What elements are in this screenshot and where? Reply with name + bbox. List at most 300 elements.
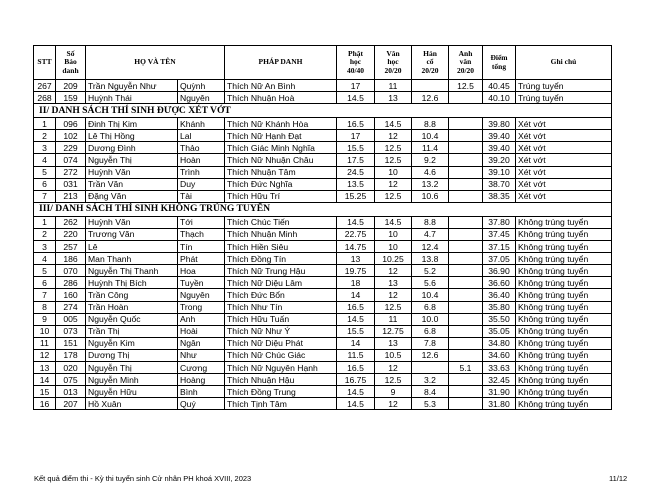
cell-total: 33.63 bbox=[483, 361, 516, 373]
cell-note: Xét vớt bbox=[516, 130, 612, 142]
cell-stt: 6 bbox=[34, 277, 56, 289]
cell-last-name: Dương Đình bbox=[86, 142, 178, 154]
header-sbd: Số Báo danh bbox=[56, 46, 86, 80]
cell-classical-chinese: 7.8 bbox=[412, 337, 449, 349]
cell-literature: 12.5 bbox=[375, 190, 412, 202]
cell-buddhism: 19.75 bbox=[337, 265, 375, 277]
cell-classical-chinese: 12.6 bbox=[412, 349, 449, 361]
cell-stt: 8 bbox=[34, 301, 56, 313]
cell-buddhism: 14 bbox=[337, 337, 375, 349]
cell-last-name: Nguyễn Thị bbox=[86, 361, 178, 373]
cell-note: Không trúng tuyển bbox=[516, 289, 612, 301]
cell-stt: 4 bbox=[34, 253, 56, 265]
cell-sbd: 096 bbox=[56, 118, 86, 130]
cell-first-name: Thạch bbox=[178, 228, 225, 240]
cell-classical-chinese: 4.6 bbox=[412, 166, 449, 178]
cell-literature: 12.5 bbox=[375, 301, 412, 313]
table-row bbox=[34, 337, 612, 349]
cell-english bbox=[449, 301, 483, 313]
table-row bbox=[34, 80, 612, 92]
cell-first-name: Bình bbox=[178, 386, 225, 398]
cell-classical-chinese bbox=[412, 80, 449, 92]
cell-total: 34.60 bbox=[483, 349, 516, 361]
cell-last-name: Đinh Thị Kim bbox=[86, 118, 178, 130]
cell-first-name: Cương bbox=[178, 361, 225, 373]
cell-note: Không trúng tuyển bbox=[516, 325, 612, 337]
table-row bbox=[34, 228, 612, 240]
cell-english bbox=[449, 374, 483, 386]
section-3 bbox=[34, 202, 612, 216]
cell-last-name: Nguyễn Hữu bbox=[86, 386, 178, 398]
cell-buddhism: 15.5 bbox=[337, 325, 375, 337]
cell-sbd: 257 bbox=[56, 241, 86, 253]
cell-dharma-name: Thích Tịnh Tâm bbox=[225, 398, 337, 410]
cell-literature: 10 bbox=[375, 166, 412, 178]
cell-first-name: Hoàn bbox=[178, 154, 225, 166]
cell-literature: 12 bbox=[375, 398, 412, 410]
cell-dharma-name: Thích Nữ Hạnh Đạt bbox=[225, 130, 337, 142]
cell-first-name: Lal bbox=[178, 130, 225, 142]
cell-dharma-name: Thích Nữ Như Ý bbox=[225, 325, 337, 337]
cell-dharma-name: Thích Nhuận Hậu bbox=[225, 374, 337, 386]
cell-english bbox=[449, 154, 483, 166]
cell-sbd: 209 bbox=[56, 80, 86, 92]
header-buddhism: Phật học 40/40 bbox=[337, 46, 375, 80]
cell-last-name: Huỳnh Thái bbox=[86, 92, 178, 104]
cell-dharma-name: Thích Nữ An Bình bbox=[225, 80, 337, 92]
cell-first-name: Trình bbox=[178, 166, 225, 178]
cell-last-name: Hồ Xuân bbox=[86, 398, 178, 410]
cell-literature: 12.5 bbox=[375, 154, 412, 166]
cell-dharma-name: Thích Đức Bổn bbox=[225, 289, 337, 301]
cell-english bbox=[449, 289, 483, 301]
cell-classical-chinese: 11.4 bbox=[412, 142, 449, 154]
cell-note: Không trúng tuyển bbox=[516, 337, 612, 349]
cell-buddhism: 13.5 bbox=[337, 178, 375, 190]
cell-first-name: Phát bbox=[178, 253, 225, 265]
cell-english bbox=[449, 398, 483, 410]
table-row bbox=[34, 361, 612, 373]
cell-first-name: Quý bbox=[178, 398, 225, 410]
cell-stt: 14 bbox=[34, 374, 56, 386]
cell-buddhism: 14 bbox=[337, 289, 375, 301]
cell-english bbox=[449, 166, 483, 178]
cell-classical-chinese: 4.7 bbox=[412, 228, 449, 240]
cell-sbd: 102 bbox=[56, 130, 86, 142]
cell-classical-chinese bbox=[412, 361, 449, 373]
cell-sbd: 272 bbox=[56, 166, 86, 178]
cell-stt: 267 bbox=[34, 80, 56, 92]
cell-dharma-name: Thích Đồng Tín bbox=[225, 253, 337, 265]
cell-literature: 11 bbox=[375, 80, 412, 92]
cell-note: Trúng tuyển bbox=[516, 92, 612, 104]
cell-english bbox=[449, 178, 483, 190]
cell-last-name: Huỳnh Văn bbox=[86, 216, 178, 228]
cell-sbd: 160 bbox=[56, 289, 86, 301]
section-2-title: II/ DANH SÁCH THÍ SINH ĐƯỢC XÉT VỚT bbox=[34, 104, 612, 118]
cell-english bbox=[449, 277, 483, 289]
cell-dharma-name: Thích Nữ Nguyên Hạnh bbox=[225, 361, 337, 373]
cell-dharma-name: Thích Nữ Diệu Phát bbox=[225, 337, 337, 349]
cell-literature: 12.5 bbox=[375, 374, 412, 386]
cell-stt: 11 bbox=[34, 337, 56, 349]
cell-classical-chinese: 8.4 bbox=[412, 386, 449, 398]
table-row bbox=[34, 325, 612, 337]
cell-note: Không trúng tuyển bbox=[516, 313, 612, 325]
cell-classical-chinese: 12.4 bbox=[412, 241, 449, 253]
cell-sbd: 159 bbox=[56, 92, 86, 104]
cell-stt: 10 bbox=[34, 325, 56, 337]
cell-classical-chinese: 8.8 bbox=[412, 118, 449, 130]
cell-first-name: Hoa bbox=[178, 265, 225, 277]
cell-stt: 4 bbox=[34, 154, 56, 166]
cell-classical-chinese: 10.4 bbox=[412, 130, 449, 142]
cell-sbd: 075 bbox=[56, 374, 86, 386]
section-2-rows bbox=[34, 118, 612, 203]
cell-last-name: Trần Thị bbox=[86, 325, 178, 337]
cell-stt: 7 bbox=[34, 190, 56, 202]
cell-total: 31.90 bbox=[483, 386, 516, 398]
cell-sbd: 178 bbox=[56, 349, 86, 361]
cell-buddhism: 16.5 bbox=[337, 118, 375, 130]
cell-total: 40.45 bbox=[483, 80, 516, 92]
cell-sbd: 229 bbox=[56, 142, 86, 154]
cell-first-name: Tài bbox=[178, 190, 225, 202]
cell-buddhism: 14.5 bbox=[337, 386, 375, 398]
cell-classical-chinese: 13.2 bbox=[412, 178, 449, 190]
cell-last-name: Trần Văn bbox=[86, 178, 178, 190]
cell-classical-chinese: 6.8 bbox=[412, 301, 449, 313]
cell-english bbox=[449, 325, 483, 337]
cell-last-name: Nguyễn Thị bbox=[86, 154, 178, 166]
cell-buddhism: 16.75 bbox=[337, 374, 375, 386]
cell-dharma-name: Thích Đồng Trung bbox=[225, 386, 337, 398]
cell-stt: 268 bbox=[34, 92, 56, 104]
table-row bbox=[34, 277, 612, 289]
cell-sbd: 073 bbox=[56, 325, 86, 337]
cell-stt: 5 bbox=[34, 166, 56, 178]
cell-literature: 10.25 bbox=[375, 253, 412, 265]
cell-buddhism: 18 bbox=[337, 277, 375, 289]
cell-literature: 12 bbox=[375, 178, 412, 190]
cell-total: 37.80 bbox=[483, 216, 516, 228]
cell-buddhism: 24.5 bbox=[337, 166, 375, 178]
cell-buddhism: 14.5 bbox=[337, 398, 375, 410]
cell-dharma-name: Thích Như Tín bbox=[225, 301, 337, 313]
cell-literature: 10 bbox=[375, 241, 412, 253]
cell-english bbox=[449, 228, 483, 240]
cell-total: 36.60 bbox=[483, 277, 516, 289]
cell-english bbox=[449, 386, 483, 398]
cell-first-name: Nguyên bbox=[178, 92, 225, 104]
page-number: 11/12 bbox=[609, 474, 628, 483]
cell-stt: 6 bbox=[34, 178, 56, 190]
cell-dharma-name: Thích Nữ Diệu Lâm bbox=[225, 277, 337, 289]
cell-first-name: Hoài bbox=[178, 325, 225, 337]
cell-sbd: 020 bbox=[56, 361, 86, 373]
cell-english bbox=[449, 216, 483, 228]
cell-classical-chinese: 10.0 bbox=[412, 313, 449, 325]
cell-sbd: 013 bbox=[56, 386, 86, 398]
cell-literature: 10.5 bbox=[375, 349, 412, 361]
cell-dharma-name: Thích Nhuận Tâm bbox=[225, 166, 337, 178]
cell-note: Không trúng tuyển bbox=[516, 398, 612, 410]
cell-dharma-name: Thích Nữ Nhuận Châu bbox=[225, 154, 337, 166]
cell-sbd: 074 bbox=[56, 154, 86, 166]
cell-english bbox=[449, 118, 483, 130]
cell-total: 39.80 bbox=[483, 118, 516, 130]
section-3-rows bbox=[34, 216, 612, 410]
cell-sbd: 186 bbox=[56, 253, 86, 265]
cell-note: Không trúng tuyển bbox=[516, 374, 612, 386]
cell-english: 5.1 bbox=[449, 361, 483, 373]
cell-last-name: Đặng Văn bbox=[86, 190, 178, 202]
cell-total: 38.35 bbox=[483, 190, 516, 202]
cell-english bbox=[449, 142, 483, 154]
cell-note: Không trúng tuyển bbox=[516, 301, 612, 313]
cell-classical-chinese: 5.3 bbox=[412, 398, 449, 410]
table-row bbox=[34, 92, 612, 104]
cell-buddhism: 17 bbox=[337, 130, 375, 142]
cell-dharma-name: Thích Nhuận Hoà bbox=[225, 92, 337, 104]
cell-total: 31.80 bbox=[483, 398, 516, 410]
cell-buddhism: 14.75 bbox=[337, 241, 375, 253]
cell-classical-chinese: 13.8 bbox=[412, 253, 449, 265]
cell-literature: 14.5 bbox=[375, 216, 412, 228]
cell-note: Không trúng tuyển bbox=[516, 265, 612, 277]
cell-total: 37.45 bbox=[483, 228, 516, 240]
cell-dharma-name: Thích Giác Minh Nghĩa bbox=[225, 142, 337, 154]
table-row bbox=[34, 398, 612, 410]
cell-literature: 12.75 bbox=[375, 325, 412, 337]
table-row bbox=[34, 386, 612, 398]
cell-total: 38.70 bbox=[483, 178, 516, 190]
footer-caption: Kết quả điểm thi - Kỳ thi tuyển sinh Cử nhân PH khoá XVIII, 2023 bbox=[34, 474, 252, 483]
cell-dharma-name: Thích Hiền Siêu bbox=[225, 241, 337, 253]
cell-last-name: Trần Công bbox=[86, 289, 178, 301]
cell-first-name: Thảo bbox=[178, 142, 225, 154]
cell-classical-chinese: 6.8 bbox=[412, 325, 449, 337]
section-3-title: III/ DANH SÁCH THÍ SINH KHÔNG TRÚNG TUYỂN bbox=[34, 202, 612, 216]
cell-first-name: Quỳnh bbox=[178, 80, 225, 92]
cell-stt: 15 bbox=[34, 386, 56, 398]
table-row bbox=[34, 301, 612, 313]
cell-literature: 13 bbox=[375, 277, 412, 289]
cell-english bbox=[449, 337, 483, 349]
cell-note: Xét vớt bbox=[516, 190, 612, 202]
cell-first-name: Ngân bbox=[178, 337, 225, 349]
cell-buddhism: 14.5 bbox=[337, 216, 375, 228]
table-row bbox=[34, 178, 612, 190]
cell-classical-chinese: 10.6 bbox=[412, 190, 449, 202]
cell-last-name: Nguyễn Quốc bbox=[86, 313, 178, 325]
cell-classical-chinese: 10.4 bbox=[412, 289, 449, 301]
table-row bbox=[34, 154, 612, 166]
cell-dharma-name: Thích Nhuận Minh bbox=[225, 228, 337, 240]
cell-english bbox=[449, 313, 483, 325]
cell-sbd: 274 bbox=[56, 301, 86, 313]
cell-literature: 13 bbox=[375, 337, 412, 349]
header-classical-chinese: Hán cổ 20/20 bbox=[412, 46, 449, 80]
table-row bbox=[34, 313, 612, 325]
table-row bbox=[34, 166, 612, 178]
cell-first-name: Khánh bbox=[178, 118, 225, 130]
cell-total: 36.40 bbox=[483, 289, 516, 301]
header-english: Anh văn 20/20 bbox=[449, 46, 483, 80]
cell-literature: 12 bbox=[375, 265, 412, 277]
cell-sbd: 262 bbox=[56, 216, 86, 228]
cell-dharma-name: Thích Hữu Trí bbox=[225, 190, 337, 202]
cell-classical-chinese: 8.8 bbox=[412, 216, 449, 228]
cell-sbd: 151 bbox=[56, 337, 86, 349]
cell-buddhism: 11.5 bbox=[337, 349, 375, 361]
cell-english bbox=[449, 241, 483, 253]
section-2 bbox=[34, 104, 612, 118]
cell-stt: 1 bbox=[34, 216, 56, 228]
header-stt: STT bbox=[34, 46, 56, 80]
cell-sbd: 220 bbox=[56, 228, 86, 240]
cell-english bbox=[449, 349, 483, 361]
table-row bbox=[34, 241, 612, 253]
cell-total: 37.05 bbox=[483, 253, 516, 265]
cell-classical-chinese: 12.6 bbox=[412, 92, 449, 104]
table-row bbox=[34, 142, 612, 154]
table-row bbox=[34, 216, 612, 228]
cell-note: Không trúng tuyển bbox=[516, 216, 612, 228]
cell-first-name: Nguyên bbox=[178, 289, 225, 301]
cell-dharma-name: Thích Nữ Trung Hậu bbox=[225, 265, 337, 277]
cell-buddhism: 16.5 bbox=[337, 301, 375, 313]
cell-stt: 9 bbox=[34, 313, 56, 325]
cell-buddhism: 16.5 bbox=[337, 361, 375, 373]
cell-first-name: Duy bbox=[178, 178, 225, 190]
cell-dharma-name: Thích Chúc Tiến bbox=[225, 216, 337, 228]
cell-last-name: Huỳnh Thị Bích bbox=[86, 277, 178, 289]
cell-stt: 12 bbox=[34, 349, 56, 361]
cell-buddhism: 14.5 bbox=[337, 92, 375, 104]
cell-total: 35.05 bbox=[483, 325, 516, 337]
cell-literature: 12 bbox=[375, 361, 412, 373]
header-total: Điểm tổng bbox=[483, 46, 516, 80]
table-row bbox=[34, 265, 612, 277]
cell-buddhism: 14.5 bbox=[337, 313, 375, 325]
cell-buddhism: 15.25 bbox=[337, 190, 375, 202]
cell-last-name: Dương Thị bbox=[86, 349, 178, 361]
cell-total: 39.40 bbox=[483, 130, 516, 142]
cell-first-name: Tuyền bbox=[178, 277, 225, 289]
results-table bbox=[33, 45, 612, 410]
cell-literature: 12 bbox=[375, 289, 412, 301]
cell-stt: 16 bbox=[34, 398, 56, 410]
cell-total: 36.90 bbox=[483, 265, 516, 277]
cell-total: 37.15 bbox=[483, 241, 516, 253]
cell-buddhism: 17 bbox=[337, 80, 375, 92]
table-row bbox=[34, 374, 612, 386]
cell-note: Không trúng tuyển bbox=[516, 253, 612, 265]
cell-last-name: Man Thanh bbox=[86, 253, 178, 265]
cell-stt: 2 bbox=[34, 130, 56, 142]
cell-first-name: Anh bbox=[178, 313, 225, 325]
cell-first-name: Như bbox=[178, 349, 225, 361]
cell-literature: 9 bbox=[375, 386, 412, 398]
cell-classical-chinese: 9.2 bbox=[412, 154, 449, 166]
header-dharma-name: PHÁP DANH bbox=[225, 46, 337, 80]
cell-note: Không trúng tuyển bbox=[516, 386, 612, 398]
cell-dharma-name: Thích Nữ Khánh Hòa bbox=[225, 118, 337, 130]
cell-sbd: 005 bbox=[56, 313, 86, 325]
cell-classical-chinese: 5.2 bbox=[412, 265, 449, 277]
cell-stt: 5 bbox=[34, 265, 56, 277]
cell-dharma-name: Thích Đức Nghĩa bbox=[225, 178, 337, 190]
cell-note: Không trúng tuyển bbox=[516, 228, 612, 240]
cell-note: Không trúng tuyển bbox=[516, 349, 612, 361]
cell-dharma-name: Thích Hữu Tuấn bbox=[225, 313, 337, 325]
cell-last-name: Trần Hoàn bbox=[86, 301, 178, 313]
cell-sbd: 286 bbox=[56, 277, 86, 289]
cell-first-name: Tới bbox=[178, 216, 225, 228]
cell-note: Không trúng tuyển bbox=[516, 361, 612, 373]
cell-stt: 1 bbox=[34, 118, 56, 130]
cell-english bbox=[449, 190, 483, 202]
cell-stt: 3 bbox=[34, 142, 56, 154]
cell-total: 39.40 bbox=[483, 142, 516, 154]
table-row bbox=[34, 118, 612, 130]
cell-note: Xét vớt bbox=[516, 118, 612, 130]
cell-literature: 13 bbox=[375, 92, 412, 104]
header-name: HỌ VÀ TÊN bbox=[86, 46, 225, 80]
cell-total: 35.80 bbox=[483, 301, 516, 313]
cell-total: 39.20 bbox=[483, 154, 516, 166]
cell-buddhism: 22.75 bbox=[337, 228, 375, 240]
top-rows bbox=[34, 80, 612, 104]
cell-stt: 2 bbox=[34, 228, 56, 240]
cell-english bbox=[449, 253, 483, 265]
cell-first-name: Hoàng bbox=[178, 374, 225, 386]
cell-stt: 13 bbox=[34, 361, 56, 373]
cell-english: 12.5 bbox=[449, 80, 483, 92]
cell-literature: 10 bbox=[375, 228, 412, 240]
cell-sbd: 070 bbox=[56, 265, 86, 277]
cell-buddhism: 13 bbox=[337, 253, 375, 265]
cell-note: Xét vớt bbox=[516, 166, 612, 178]
cell-note: Xét vớt bbox=[516, 142, 612, 154]
cell-english bbox=[449, 92, 483, 104]
cell-last-name: Trần Nguyễn Như bbox=[86, 80, 178, 92]
cell-sbd: 207 bbox=[56, 398, 86, 410]
cell-literature: 12.5 bbox=[375, 142, 412, 154]
cell-last-name: Nguyễn Minh bbox=[86, 374, 178, 386]
cell-note: Không trúng tuyển bbox=[516, 241, 612, 253]
cell-last-name: Nguyễn Kim bbox=[86, 337, 178, 349]
cell-literature: 12 bbox=[375, 130, 412, 142]
cell-total: 34.80 bbox=[483, 337, 516, 349]
cell-classical-chinese: 5.6 bbox=[412, 277, 449, 289]
cell-note: Trúng tuyển bbox=[516, 80, 612, 92]
header-row bbox=[34, 46, 612, 80]
cell-total: 40.10 bbox=[483, 92, 516, 104]
cell-first-name: Tín bbox=[178, 241, 225, 253]
cell-literature: 11 bbox=[375, 313, 412, 325]
table-row bbox=[34, 190, 612, 202]
cell-total: 32.45 bbox=[483, 374, 516, 386]
cell-last-name: Trương Văn bbox=[86, 228, 178, 240]
cell-stt: 7 bbox=[34, 289, 56, 301]
cell-last-name: Lê Thị Hồng bbox=[86, 130, 178, 142]
cell-stt: 3 bbox=[34, 241, 56, 253]
cell-last-name: Nguyễn Thị Thanh bbox=[86, 265, 178, 277]
cell-english bbox=[449, 130, 483, 142]
table-row bbox=[34, 349, 612, 361]
